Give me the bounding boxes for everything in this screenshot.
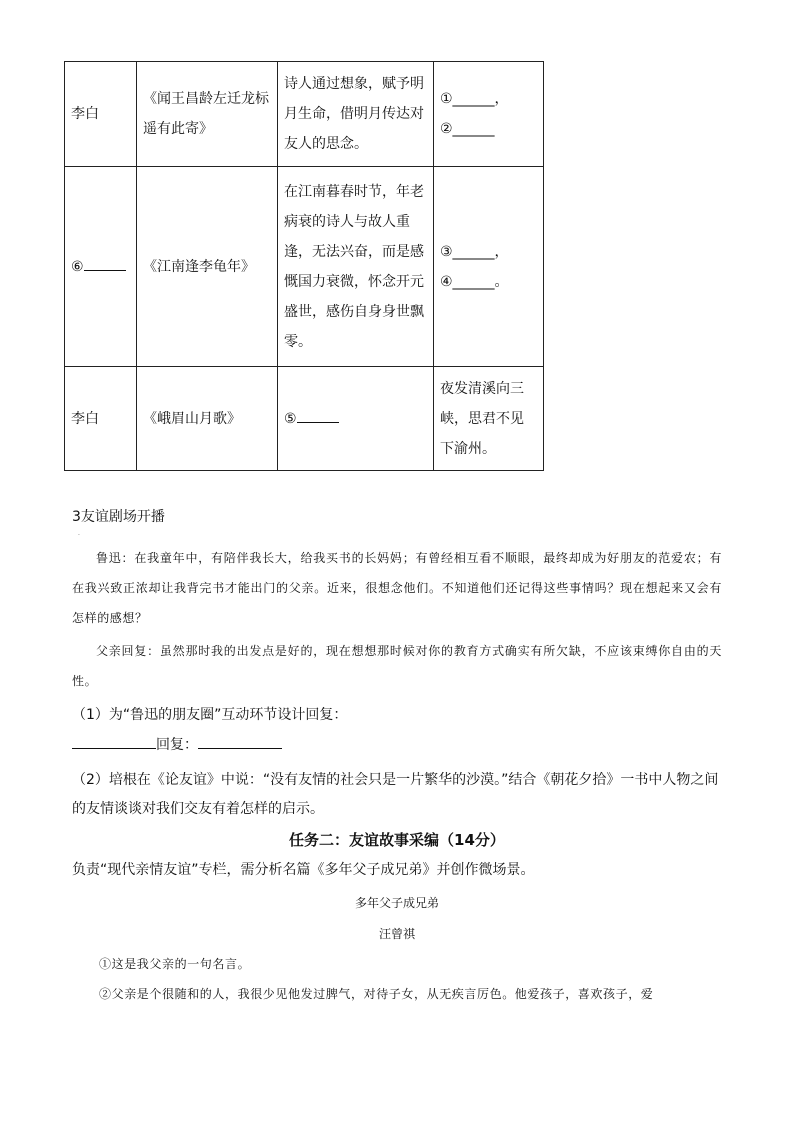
content-cell	[278, 167, 434, 367]
title-cell	[137, 167, 278, 367]
table-row	[65, 367, 544, 471]
name-blank	[72, 748, 156, 749]
lines-cell	[434, 62, 544, 167]
poem-title: 《峨眉山月歌》	[143, 410, 241, 427]
poem-lines: 夜发清溪向三峡，思君不见下渝州。	[440, 380, 524, 457]
content-blank-line	[297, 422, 339, 423]
poem-table	[64, 61, 544, 471]
article-title: 多年父子成兄弟	[354, 896, 439, 910]
poem-description: 诗人通过想象，赋予明月生命，借明月传达对友人的思念。	[284, 76, 424, 152]
author: 李白	[71, 410, 99, 427]
lines-cell	[434, 167, 544, 367]
table-row	[65, 167, 544, 367]
author-blank-label: ⑥	[71, 258, 84, 275]
fill-blank-3: ③______，	[440, 243, 509, 260]
question-2: （2）培根在《论友谊》中说：“没有友情的社会只是一片繁华的沙漠。”结合《朝花夕拾》一书中人物之间的友情谈谈对我们交友有着怎样的启示。	[72, 772, 719, 817]
lines-cell	[434, 367, 544, 471]
question-1: （1）为“鲁迅的朋友圈”互动环节设计回复：	[72, 707, 348, 723]
father-reply: 父亲回复：虽然那时我的出发点是好的，现在想想那时候对你的教育方式确实有所欠缺，不应该束缚你自由的天性。	[72, 644, 722, 688]
author: 李白	[71, 106, 99, 122]
dot-mark: ·	[78, 532, 80, 539]
task-intro: 负责“现代亲情友谊”专栏，需分析名篇《多年父子成兄弟》并创作微场景。	[72, 862, 535, 878]
article-author: 汪曾祺	[378, 927, 415, 941]
content-cell	[278, 367, 434, 471]
author-blank-line	[84, 270, 126, 271]
reply-line	[72, 735, 732, 755]
author-cell	[65, 62, 137, 167]
title-cell	[137, 367, 278, 471]
content-cell	[278, 62, 434, 167]
reply-label: 回复：	[156, 737, 198, 753]
author-cell	[65, 167, 137, 367]
title-cell	[137, 62, 278, 167]
fill-blank-2: ②______	[440, 121, 495, 137]
poem-description: 在江南暮春时节，年老病衰的诗人与故人重逢，无法兴奋，而是感慨国力衰微，怀念开元盛世，感伤自身身世飘零。	[284, 183, 424, 350]
task-heading: 任务二：友谊故事采编（14分）	[289, 831, 505, 849]
poem-title: 《江南逢李龟年》	[143, 258, 255, 275]
article-paragraph: ②父亲是个很随和的人，我很少见他发过脾气，对待子女，从无疾言厉色。他爱孩子，喜欢孩子，爱	[99, 987, 654, 1001]
fill-blank-1: ①______，	[440, 91, 509, 107]
poem-title: 《闻王昌龄左迁龙标遥有此寄》	[143, 91, 269, 137]
section-heading: 3友谊剧场开播	[72, 509, 165, 525]
author-cell	[65, 367, 137, 471]
content-blank-label: ⑤	[284, 410, 297, 427]
table-row	[65, 62, 544, 167]
article-paragraph: ①这是我父亲的一句名言。	[99, 957, 251, 971]
fill-blank-4: ④______。	[440, 273, 509, 290]
reply-blank	[198, 748, 282, 749]
lu-xun-post: 鲁迅：在我童年中，有陪伴我长大，给我买书的长妈妈；有曾经相互看不顺眼，最终却成为好朋友的范爱农；有在我兴致正浓却让我背完书才能出门的父亲。近来，很想念他们。不知道他们还记得这些事情吗？现在想起来又会有怎样的感想？	[72, 551, 722, 625]
